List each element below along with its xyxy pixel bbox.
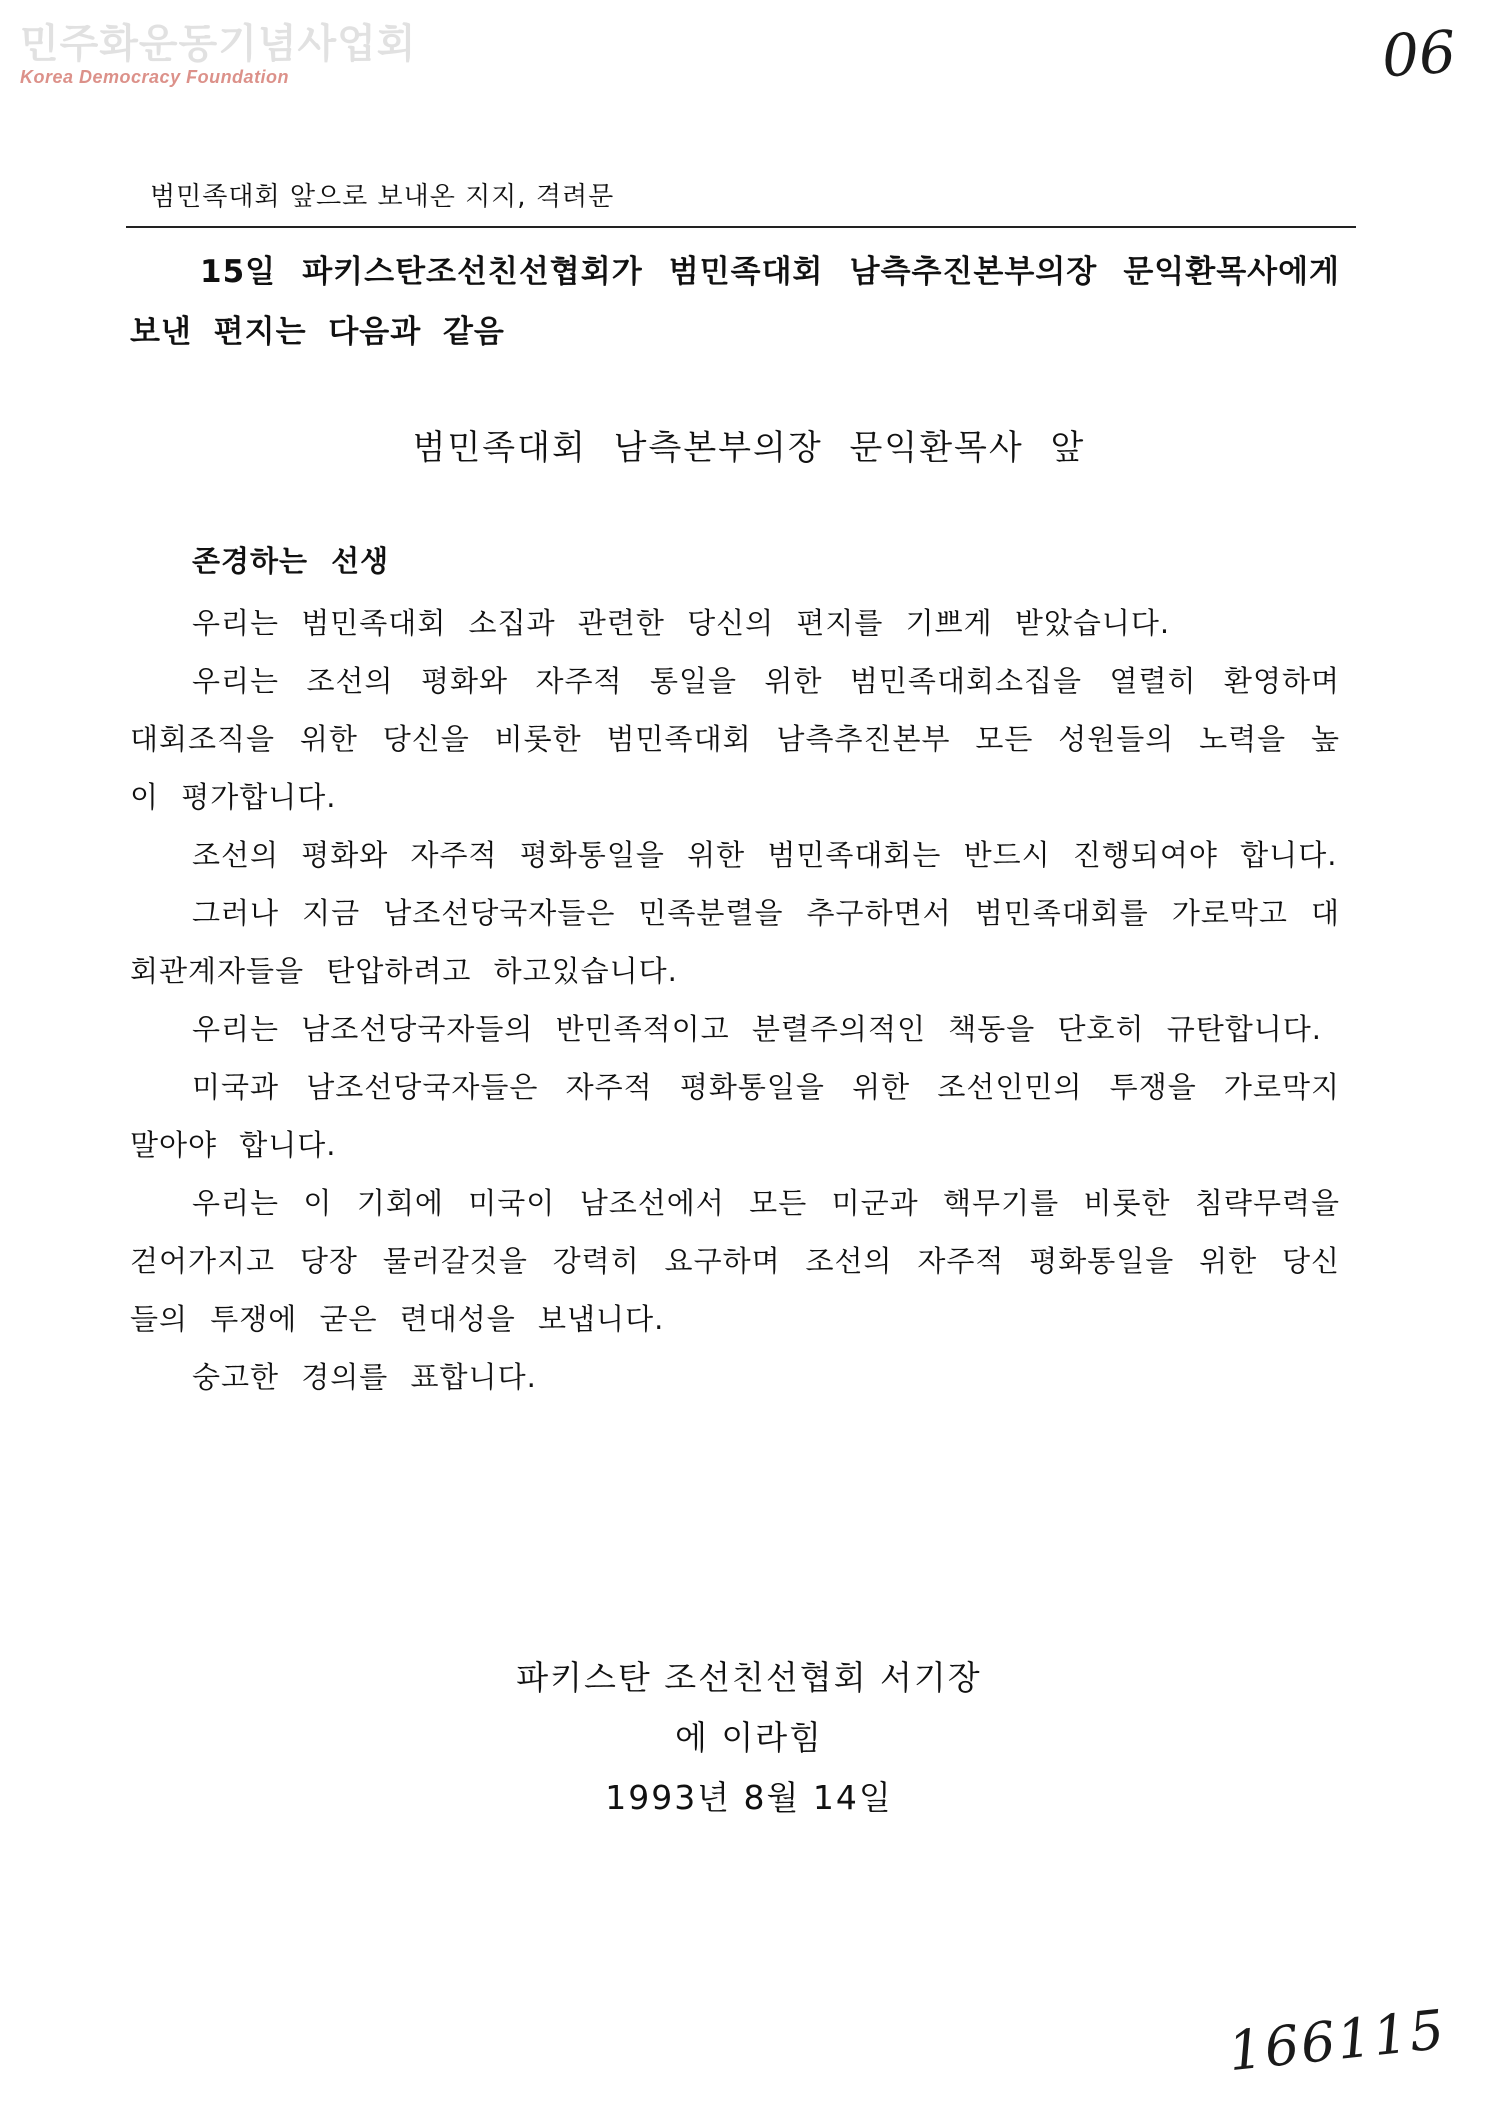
watermark-english: Korea Democracy Foundation <box>20 67 290 87</box>
letter-paragraph: 미국과 남조선당국자들은 자주적 평화통일을 위한 조선인민의 투쟁을 가로막지 말아야 합니다. <box>130 1070 1340 1162</box>
letter-paragraph: 우리는 범민족대회 소집과 관련한 당신의 편지를 기쁘게 받았습니다. <box>192 606 1171 640</box>
document-source-line: 범민족대회 앞으로 보내온 지지, 격려문 <box>150 182 615 212</box>
letter-addressee: 범민족대회 남측본부의장 문익환목사 앞 <box>412 428 1086 468</box>
intro-paragraph: 15일 파키스탄조선친선협회가 범민족대회 남측추진본부의장 문익환목사에게 보낸 편지는 다음과 같음 <box>130 254 1340 350</box>
letter-body <box>130 532 1340 1406</box>
letter-paragraph: 조선의 평화와 자주적 평화통일을 위한 범민족대회는 반드시 진행되여야 합니다. <box>192 838 1338 872</box>
letter-paragraph: 우리는 남조선당국자들의 반민족적이고 분렬주의적인 책동을 단호히 규탄합니다. <box>192 1012 1323 1046</box>
letter-salutation: 존경하는 선생 <box>192 544 390 578</box>
foundation-watermark <box>20 22 416 88</box>
letter-signature <box>0 1648 1498 1828</box>
letter-paragraph: 우리는 이 기회에 미국이 남조선에서 모든 미군과 핵무기를 비롯한 침략무력을 걷어가지고 당장 물러갈것을 강력히 요구하며 조선의 자주적 평화통일을 위한 당신들의 투쟁에 굳은 련대성을 보냅니다. <box>130 1186 1340 1336</box>
letter-paragraph: 우리는 조선의 평화와 자주적 통일을 위한 범민족대회소집을 열렬히 환영하며 대회조직을 위한 당신을 비롯한 범민족대회 남측추진본부 모든 성원들의 노력을 높이 평가합니다. <box>130 664 1340 814</box>
signature-name: 에 이라힘 <box>674 1718 823 1757</box>
handwritten-page-mark: 06 <box>1379 17 1459 91</box>
header-divider <box>126 226 1356 228</box>
watermark-korean: 민주화운동기념사업회 <box>20 21 417 67</box>
letter-paragraph: 숭고한 경의를 표합니다. <box>192 1360 537 1394</box>
signature-organization: 파키스탄 조선친선협회 서기장 <box>516 1658 982 1697</box>
handwritten-archive-number: 166115 <box>1225 1997 1449 2084</box>
signature-date: 1993년 8월 14일 <box>605 1778 893 1817</box>
letter-paragraph: 그러나 지금 남조선당국자들은 민족분렬을 추구하면서 범민족대회를 가로막고 대회관계자들을 탄압하려고 하고있습니다. <box>130 896 1340 988</box>
